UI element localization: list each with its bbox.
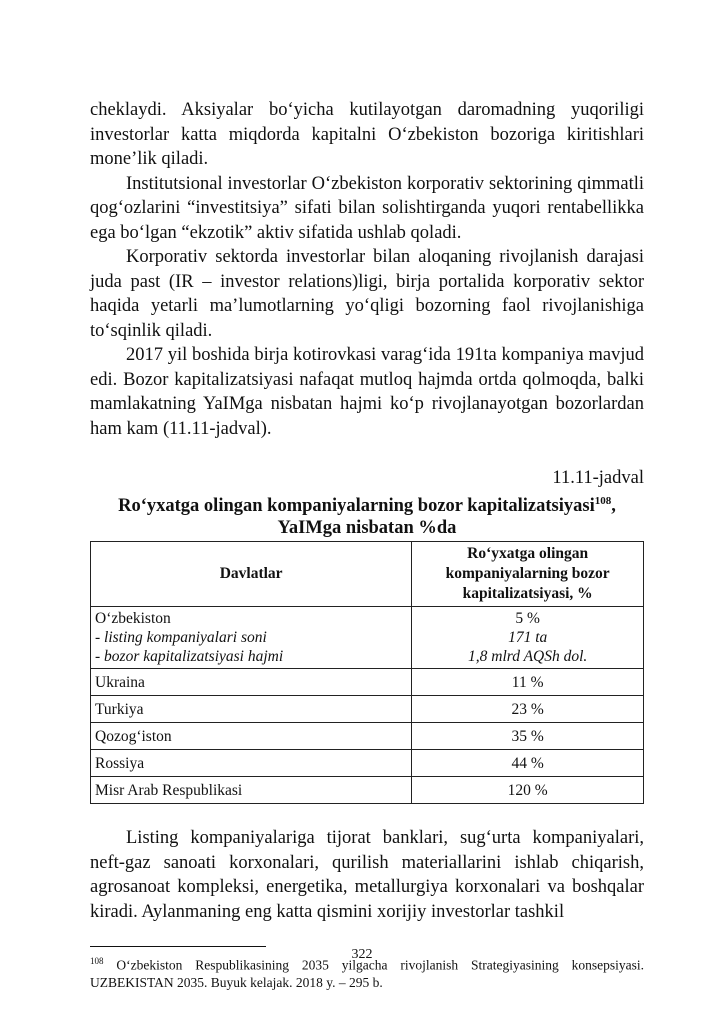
country-cell: Ukraina xyxy=(91,669,412,696)
value-cell: 23 % xyxy=(412,696,644,723)
country-cell: Misr Arab Respublikasi xyxy=(91,777,412,804)
capitalization-table xyxy=(90,541,644,804)
uz-sub1-label: - listing kompaniyalari soni xyxy=(95,629,267,647)
table-label: 11.11-jadval xyxy=(552,468,644,488)
table-title xyxy=(90,490,644,539)
table-title-comma: , xyxy=(611,496,616,517)
table-title-line2: YaIMga nisbatan %da xyxy=(277,518,457,539)
country-cell: Turkiya xyxy=(91,696,412,723)
page-content xyxy=(90,98,644,991)
table-row xyxy=(91,777,644,804)
country-cell: Rossiya xyxy=(91,750,412,777)
uz-value: 5 % xyxy=(515,610,540,628)
value-cell: 120 % xyxy=(412,777,644,804)
country-cell: Qozog‘iston xyxy=(91,723,412,750)
table-row xyxy=(91,750,644,777)
footnote-text: O‘zbekiston Respublikasining 2035 yilgacha rivojlanish Strategiyasining konsepsiyasi. UZBEKISTAN 2035. Buyuk kelajak. 2018 y. – 295 b. xyxy=(90,957,645,990)
value-cell: 11 % xyxy=(412,669,644,696)
table-row-uzbekistan xyxy=(91,607,644,669)
header-countries: Davlatlar xyxy=(91,542,412,607)
table-title-line1: Ro‘yxatga olingan kompaniyalarning bozor kapitalizatsiyasi xyxy=(118,496,595,517)
header-capitalization: Ro‘yxatga olingan kompaniyalarning bozor kapitalizatsiyasi, % xyxy=(412,542,644,607)
table-row xyxy=(91,669,644,696)
table-header-row xyxy=(91,542,644,607)
uz-country: O‘zbekiston xyxy=(95,610,171,628)
value-cell: 35 % xyxy=(412,723,644,750)
table-row xyxy=(91,696,644,723)
paragraph-2: Institutsional investorlar O‘zbekiston korporativ sektorining qimmatli qog‘ozlarini “investitsiya” sifati bilan solishtirganda yuqori rentabellikka ega bo‘lgan “ekzotik” aktiv sifatida ushlab qoladi. xyxy=(90,173,644,243)
uz-sub2-value: 1,8 mlrd AQSh dol. xyxy=(468,648,588,666)
footnote-number: 108 xyxy=(90,956,104,967)
value-cell: 44 % xyxy=(412,750,644,777)
paragraph-1: cheklaydi. Aksiyalar bo‘yicha kutilayotgan daromadning yuqoriligi investorlar katta miqdorda kapitalni O‘zbekiston bozoriga kiritishlari mone’lik qiladi. xyxy=(90,100,644,169)
paragraph-after-table: Listing kompaniyalariga tijorat banklari, sug‘urta kompaniyalari, neft-gaz sanoati korxonalari, qurilish materiallarini ishlab chiqarish, agrosanoat kompleksi, energetika, metallurgiya korxonalari va boshqalar kiradi. Aylanmaning eng katta qismini xorijiy investorlar tashkil xyxy=(90,828,644,922)
uz-sub1-value: 171 ta xyxy=(508,629,548,647)
uz-country-cell xyxy=(91,607,412,669)
paragraph-3: Korporativ sektorda investorlar bilan aloqaning rivojlanish darajasi juda past (IR – investor relations)ligi, birja portalida korporativ sektor haqida yetarli ma’lumotlarning yo‘qligi bozorning faol rivojlanishiga to‘sqinlik qiladi. xyxy=(90,247,644,341)
uz-sub2-label: - bozor kapitalizatsiyasi hajmi xyxy=(95,648,284,666)
paragraph-4: 2017 yil boshida birja kotirovkasi varag‘ida 191ta kompaniya mavjud edi. Bozor kapitalizatsiyasi nafaqat mutloq hajmda ortda qolmoqda, balki mamlakatning YaIMga nisbatan hajmi ko‘p rivojlanayotgan bozorlardan ham kam (11.11-jadval). xyxy=(90,345,644,439)
table-row xyxy=(91,723,644,750)
uz-value-cell xyxy=(412,607,644,669)
page-number: 322 xyxy=(351,947,373,962)
footnote-ref: 108 xyxy=(594,495,612,507)
